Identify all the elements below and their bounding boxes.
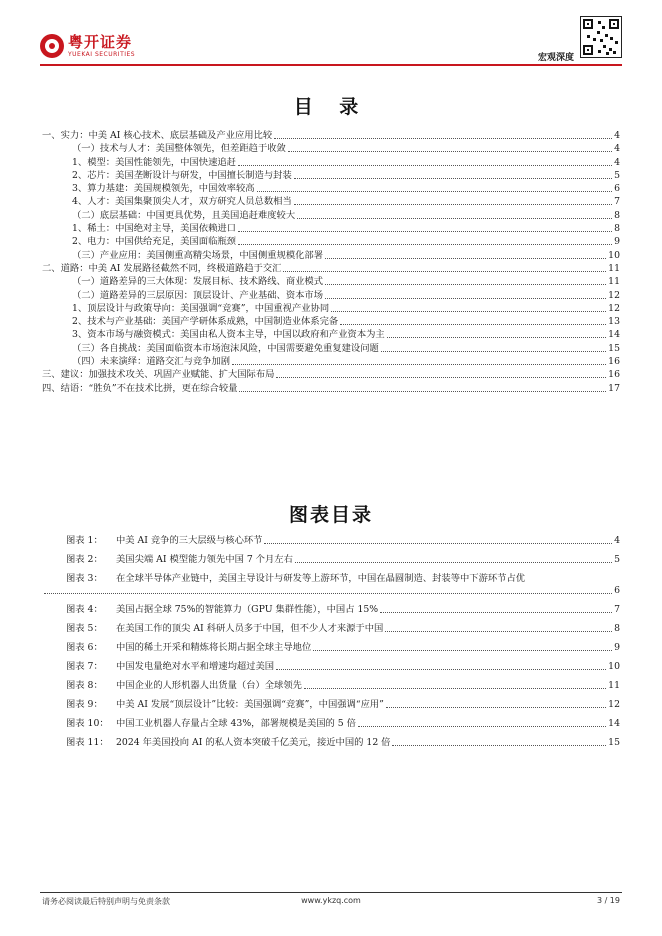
figure-entry[interactable]: [42, 718, 620, 730]
figure-entry-page: 14: [608, 718, 620, 729]
figure-entry-label: 在全球半导体产业链中，美国主导设计与研发等上游环节，中国在晶圆制造、封装等中下游环节占优: [116, 573, 526, 584]
figure-entry-page: 6: [614, 585, 620, 596]
figure-entry[interactable]: [42, 623, 620, 635]
toc-entry-page: 13: [608, 316, 620, 328]
toc-entry-label: （二）道路差异的三层原因：顶层设计、产业基础、资本市场: [72, 289, 324, 301]
figure-entry-number: 图表 3：: [66, 573, 103, 584]
figure-leader-dots: [313, 650, 612, 651]
toc-entry-label: 三、建议：加强技术攻关、巩固产业赋能、扩大国际布局: [42, 369, 275, 381]
figure-entry-label: 中国发电量绝对水平和增速均超过美国: [116, 661, 275, 672]
toc-entry-label: 四、结语：“胜负”不在技术比拼，更在综合较量: [42, 382, 238, 394]
figure-entry-label: 中美 AI 竞争的三大层级与核心环节: [116, 535, 263, 546]
toc-leader-dots: [325, 258, 606, 259]
figure-index-title: 图表目录: [288, 504, 373, 526]
toc-entry-page: 8: [614, 223, 620, 235]
toc-entry-page: 11: [608, 276, 620, 288]
toc-leader-dots: [325, 298, 606, 299]
figure-entry-label: 中国企业的人形机器人出货量（台）全球领先: [116, 680, 302, 691]
toc-entry[interactable]: [42, 369, 620, 381]
figure-entry-number: 图表 4：: [66, 604, 103, 615]
figure-entry-number: 图表 1：: [66, 535, 103, 546]
toc-entry-label: （四）未来演绎：道路交汇与竞争加剧: [72, 356, 231, 368]
toc-leader-dots: [294, 204, 612, 205]
toc-entry-page: 8: [614, 209, 620, 221]
toc-leader-dots: [238, 244, 612, 245]
figure-entry-page: 7: [614, 604, 620, 615]
toc-entry[interactable]: [42, 343, 620, 355]
figure-entry[interactable]: [42, 535, 620, 547]
figure-leader-dots: [295, 562, 612, 563]
toc-entry-page: 17: [608, 382, 620, 394]
figure-entry-page: 9: [614, 642, 620, 653]
figure-entry-label: 中国的稀土开采和精炼将长期占据全球主导地位: [116, 642, 312, 653]
figure-entry-number: 图表 9：: [66, 699, 103, 710]
toc-leader-dots: [239, 391, 606, 392]
toc-entry[interactable]: [42, 183, 620, 195]
figure-entry-number: 图表 10：: [66, 718, 109, 729]
figure-entry-number: 图表 11：: [66, 737, 109, 748]
toc-entry-page: 12: [608, 302, 620, 314]
toc-entry-label: 一、实力：中美 AI 核心技术、底层基础及产业应用比较: [42, 130, 273, 141]
figure-leader-dots: [264, 543, 612, 544]
toc-leader-dots: [340, 324, 606, 325]
logo-name-cn: 粤开证券: [68, 32, 133, 51]
report-type-label: 宏观深度: [537, 53, 574, 63]
figure-entry[interactable]: [42, 604, 620, 616]
figure-entry-page: 4: [614, 535, 620, 546]
toc-entry-label: 二、道路：中美 AI 发展路径截然不同，终极道路趋于交汇: [42, 262, 282, 274]
toc-title: 目 录: [293, 96, 369, 118]
toc-entry[interactable]: [42, 303, 620, 315]
toc-entry-page: 11: [608, 262, 620, 274]
figure-entry-number: 图表 2：: [66, 554, 103, 565]
toc-leader-dots: [387, 337, 606, 338]
figure-entry[interactable]: [42, 554, 620, 566]
toc-entry-page: 10: [608, 249, 620, 261]
toc-entry-page: 16: [608, 369, 620, 381]
figure-entry[interactable]: [42, 737, 620, 749]
toc-leader-dots: [257, 191, 613, 192]
toc-entry-page: 15: [608, 342, 620, 354]
toc-entry-page: 4: [614, 156, 620, 168]
figure-entry-number: 图表 5：: [66, 623, 103, 634]
toc-entry-page: 5: [614, 169, 620, 181]
logo-name-en: YUEKAI SECURITIES: [68, 50, 136, 58]
table-of-contents: [42, 130, 620, 396]
figure-leader-dots: [392, 745, 606, 746]
toc-entry-label: 2、芯片：美国垄断设计与研发，中国擅长制造与封装: [72, 169, 292, 181]
toc-leader-dots: [325, 284, 606, 285]
figure-entry-number: 图表 6：: [66, 642, 103, 653]
figure-index: [42, 535, 620, 756]
toc-entry[interactable]: [42, 236, 620, 248]
toc-entry-label: 3、资本市场与融资模式：美国由私人资本主导，中国以政府和产业资本为主: [72, 329, 385, 341]
toc-leader-dots: [294, 178, 612, 179]
toc-leader-dots: [232, 364, 606, 365]
logo-icon: [40, 34, 64, 58]
toc-entry[interactable]: [42, 290, 620, 302]
company-logo: [40, 34, 135, 58]
toc-entry[interactable]: [42, 196, 620, 208]
toc-leader-dots: [288, 151, 612, 152]
figure-entry-page: 10: [608, 661, 620, 672]
toc-entry-label: （一）道路差异的三大体现：发展目标、技术路线、商业模式: [72, 276, 324, 288]
toc-entry[interactable]: [42, 157, 620, 169]
toc-entry-label: 1、稀土：中国绝对主导，美国依赖进口: [72, 223, 236, 235]
figure-leader-dots: [380, 612, 612, 613]
figure-entry-number: 图表 8：: [66, 680, 103, 691]
footer-page-number: 3 / 19: [596, 896, 620, 905]
figure-leader-dots: [304, 688, 606, 689]
toc-leader-dots: [331, 311, 606, 312]
footer-website[interactable]: www.ykzq.com: [301, 896, 361, 905]
figure-entry-continuation[interactable]: [42, 585, 620, 597]
toc-entry[interactable]: [42, 263, 620, 275]
toc-entry[interactable]: [42, 223, 620, 235]
figure-entry-label: 中国工业机器人存量占全球 43%，部署规模是美国的 5 倍: [116, 718, 356, 729]
toc-entry-label: 4、人才：美国集聚顶尖人才，双方研究人员总数相当: [72, 196, 292, 208]
toc-leader-dots: [297, 218, 612, 219]
figure-entry-page: 11: [608, 680, 620, 691]
toc-leader-dots: [381, 351, 606, 352]
toc-entry-page: 9: [614, 236, 620, 248]
figure-entry-page: 5: [614, 554, 620, 565]
toc-entry-label: 2、技术与产业基础：美国产学研体系成熟，中国制造业体系完备: [72, 316, 339, 328]
figure-leader-dots: [276, 669, 606, 670]
toc-entry-page: 6: [614, 183, 620, 195]
toc-entry[interactable]: [42, 329, 620, 341]
toc-entry-label: （二）底层基础：中国更具优势，且美国追赶难度较大: [72, 209, 296, 221]
toc-entry-label: 2、电力：中国供给充足，美国面临瓶颈: [72, 236, 236, 248]
toc-entry[interactable]: [42, 250, 620, 262]
toc-entry-label: 1、模型：美国性能领先，中国快速追赶: [72, 156, 236, 168]
toc-entry-page: 12: [608, 289, 620, 301]
toc-entry[interactable]: [42, 210, 620, 222]
toc-entry-page: 4: [614, 130, 620, 141]
toc-entry-label: （一）技术与人才：美国整体领先，但差距趋于收敛: [72, 143, 286, 155]
figure-entry-label: 美国尖端 AI 模型能力领先中国 7 个月左右: [116, 554, 293, 565]
toc-entry-label: 3、算力基建：美国规模领先，中国效率较高: [72, 183, 255, 195]
figure-entry[interactable]: [42, 699, 620, 711]
toc-entry-label: 1、顶层设计与政策导向：美国强调“竞赛”，中国重视产业协同: [72, 302, 330, 314]
figure-entry-page: 12: [608, 699, 620, 710]
figure-entry[interactable]: [42, 573, 620, 585]
header-divider: [40, 64, 622, 66]
figure-leader-dots: [386, 707, 606, 708]
toc-leader-dots: [274, 138, 612, 139]
figure-leader-dots: [44, 593, 612, 594]
page-header: [40, 14, 622, 70]
footer-disclaimer: 请务必阅读最后特别声明与免责条款: [42, 897, 170, 906]
figure-entry-label: 中美 AI 发展“顶层设计”比较：美国强调“竞赛”，中国强调“应用”: [116, 699, 384, 710]
footer-divider: [40, 892, 622, 893]
figure-leader-dots: [358, 726, 606, 727]
figure-entry-label: 在美国工作的顶尖 AI 科研人员多于中国，但不少人才来源于中国: [116, 623, 384, 634]
toc-entry[interactable]: [42, 316, 620, 328]
toc-leader-dots: [238, 165, 612, 166]
figure-entry[interactable]: [42, 642, 620, 654]
toc-entry-page: 16: [608, 356, 620, 368]
figure-entry[interactable]: [42, 680, 620, 692]
figure-entry-number: 图表 7：: [66, 661, 103, 672]
figure-entry-page: 8: [614, 623, 620, 634]
toc-entry[interactable]: [42, 170, 620, 182]
toc-entry-label: （三）产业应用：美国侧重高精尖场景，中国侧重规模化部署: [72, 249, 324, 261]
toc-entry-page: 4: [614, 143, 620, 155]
qr-code-icon: [580, 16, 622, 58]
figure-entry-label: 美国占据全球 75%的智能算力（GPU 集群性能），中国占 15%: [116, 604, 379, 615]
toc-entry[interactable]: [42, 130, 620, 142]
toc-entry[interactable]: [42, 143, 620, 155]
figure-entry-page: 15: [608, 737, 620, 748]
toc-leader-dots: [283, 271, 606, 272]
toc-leader-dots: [276, 377, 606, 378]
figure-entry-label: 2024 年美国投向 AI 的私人资本突破千亿美元，接近中国的 12 倍: [116, 737, 391, 748]
toc-entry-page: 7: [614, 196, 620, 208]
toc-entry-label: （三）各自挑战：美国面临资本市场泡沫风险，中国需要避免重复建设问题: [72, 342, 379, 354]
toc-entry[interactable]: [42, 276, 620, 288]
figure-leader-dots: [385, 631, 612, 632]
toc-entry[interactable]: [42, 356, 620, 368]
figure-entry[interactable]: [42, 661, 620, 673]
toc-entry[interactable]: [42, 383, 620, 395]
toc-entry-page: 14: [608, 329, 620, 341]
toc-leader-dots: [238, 231, 612, 232]
